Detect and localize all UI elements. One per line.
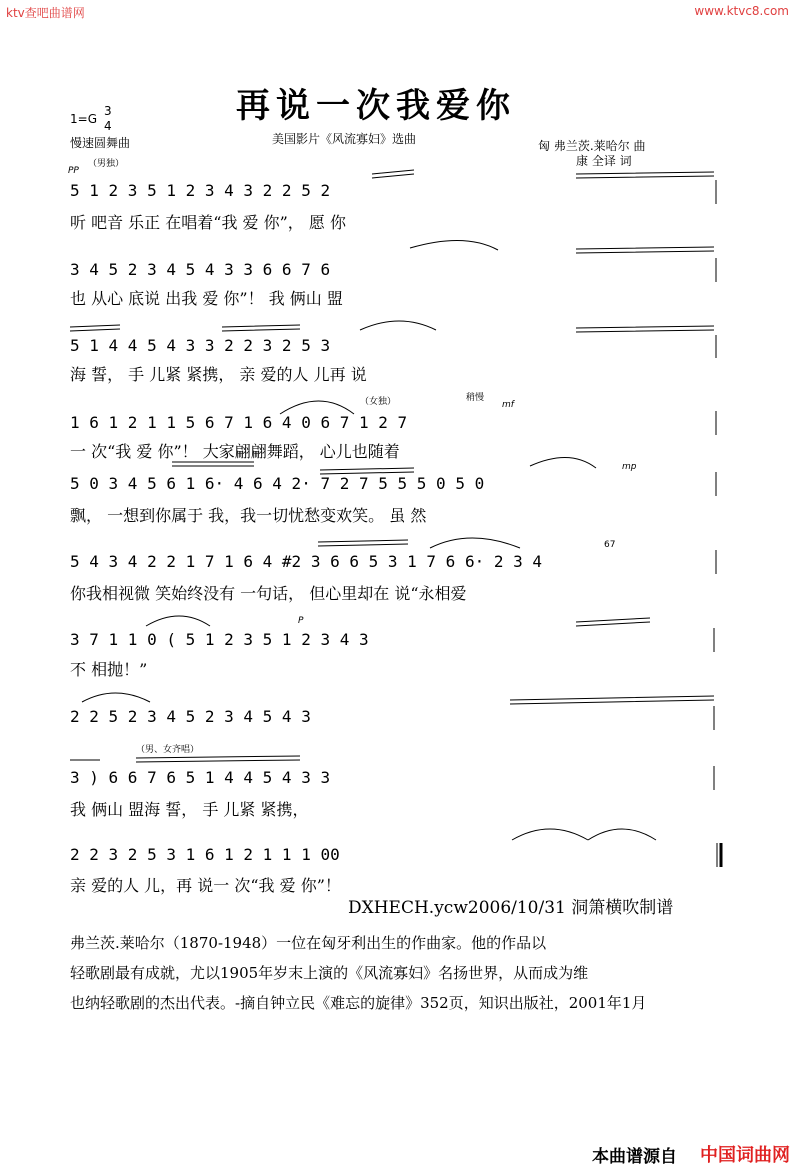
slur-arc	[512, 829, 588, 840]
male-solo-mark: （男独）	[88, 159, 125, 169]
tie-line	[576, 618, 650, 626]
composer: 匈 弗兰茨.莱哈尔 曲	[538, 139, 646, 153]
watermark-left: ktv查吧曲谱网	[6, 6, 85, 20]
score-row-6-notes: 5 4 3 4 2 2 1 7 1 6 4 #2 3 6 6 5 3 1 7 6 6· 2 3 4	[70, 552, 543, 571]
slur-arc	[360, 321, 436, 330]
score-row-1-lyrics: 听 吧音 乐正 在唱着“我 爱 你”， 愿 你	[70, 213, 346, 232]
score-row-10-lyrics: 亲 爱的人 儿，再 说一 次“我 爱 你”！	[70, 876, 341, 895]
composer-note-line-1: 弗兰茨.莱哈尔（1870-1948）一位在匈牙利出生的作曲家。他的作品以	[70, 934, 547, 952]
composer-note-line-3: 也纳轻歌剧的杰出代表。-摘自钟立民《难忘的旋律》352页，知识出版社，2001年1月	[70, 994, 647, 1012]
lyricist: 康 全译 词	[576, 154, 632, 168]
source-label: 本曲谱源自	[592, 1147, 677, 1167]
score-row-4-lyrics: 一 次“我 爱 你”！ 大家翩翩舞蹈， 心儿也随着	[70, 442, 400, 461]
slur-arc	[410, 240, 498, 250]
score-row-7-notes: 3 7 1 1 0 ( 5 1 2 3 5 1 2 3 4 3	[70, 630, 369, 649]
score-row-3-notes: 5 1 4 4 5 4 3 3 2 2 3 2 5 3	[70, 336, 331, 355]
time-signature-top: 3	[104, 104, 112, 118]
score-row-9-lyrics: 我 俩山 盟海 誓， 手 儿紧 紧携，	[70, 800, 309, 819]
slur-arc	[280, 401, 354, 414]
score-row-9-notes: 3 ) 6 6 7 6 5 1 4 4 5 4 3 3	[70, 768, 331, 787]
tempo-marking: 慢速圆舞曲	[70, 136, 131, 150]
time-signature-bottom: 4	[104, 119, 112, 133]
score-row-1-notes: 5 1 2 3 5 1 2 3 4 3 2 2 5 2	[70, 181, 331, 200]
fermata-number: 67	[604, 540, 616, 550]
score-row-6-lyrics: 你我相视微 笑始终没有 一句话， 但心里却在 说“永相爱	[70, 584, 467, 603]
source-brand-link[interactable]: 中国词曲网	[700, 1145, 790, 1166]
score-row-10-notes: 2 2 3 2 5 3 1 6 1 2 1 1 1 00	[70, 845, 340, 864]
tie-line	[70, 756, 300, 762]
score-row-3-lyrics: 海 誓， 手 儿紧 紧携， 亲 爱的人 儿再 说	[70, 365, 367, 384]
tie-line	[318, 540, 408, 546]
tie-line	[172, 462, 254, 466]
score-row-5-lyrics: 飘， 一想到你属于 我，我一切忧愁变欢笑。 虽 然	[70, 506, 427, 525]
dynamic-p: P	[298, 616, 304, 626]
transcriber-credit: DXHECH.ycw2006/10/31 洞箫横吹制谱	[348, 898, 674, 918]
composer-note-line-2: 轻歌剧最有成就，尤以1905年岁末上演的《风流寡妇》名扬世界，从而成为维	[70, 964, 589, 982]
slower-mark: 稍慢	[466, 393, 485, 403]
slur-arc	[430, 538, 520, 548]
watermark-right: www.ktvc8.com	[694, 4, 789, 18]
slur-arc	[530, 457, 596, 468]
dynamic-mp: mp	[622, 462, 637, 472]
tie-line	[576, 172, 714, 178]
score-row-2-notes: 3 4 5 2 3 4 5 4 3 3 6 6 7 6	[70, 260, 331, 279]
tie-line	[510, 696, 714, 704]
subtitle: 美国影片《风流寡妇》选曲	[272, 132, 417, 146]
dynamic-mf: mf	[502, 400, 514, 410]
score-row-5-notes: 5 0 3 4 5 6 1 6· 4 6 4 2· 7 2 7 5 5 5 0 5 0	[70, 474, 485, 493]
tie-line	[320, 468, 414, 474]
tie-line	[576, 247, 714, 253]
tie-line	[576, 326, 714, 332]
female-solo-mark: （女独）	[360, 397, 397, 407]
score-row-7-lyrics: 不 相抛！”	[70, 660, 148, 679]
key-signature: 1=G	[70, 112, 97, 126]
score-row-4-notes: 1 6 1 2 1 1 5 6 7 1 6 4 0 6 7 1 2 7	[70, 413, 408, 432]
dynamic-pp: PP	[68, 166, 79, 176]
tie-line	[70, 325, 120, 331]
duet-mark: （男、女齐唱）	[136, 745, 200, 755]
slur-arc	[146, 616, 210, 626]
page-title: 再说一次我爱你	[236, 86, 516, 126]
score-row-2-lyrics: 也 从心 底说 出我 爱 你”！ 我 俩山 盟	[70, 289, 343, 308]
tie-line	[222, 325, 300, 331]
slur-arc	[82, 693, 150, 702]
score-row-8-notes: 2 2 5 2 3 4 5 2 3 4 5 4 3	[70, 707, 311, 726]
slur-arc	[588, 829, 656, 840]
tie-line	[372, 170, 414, 178]
